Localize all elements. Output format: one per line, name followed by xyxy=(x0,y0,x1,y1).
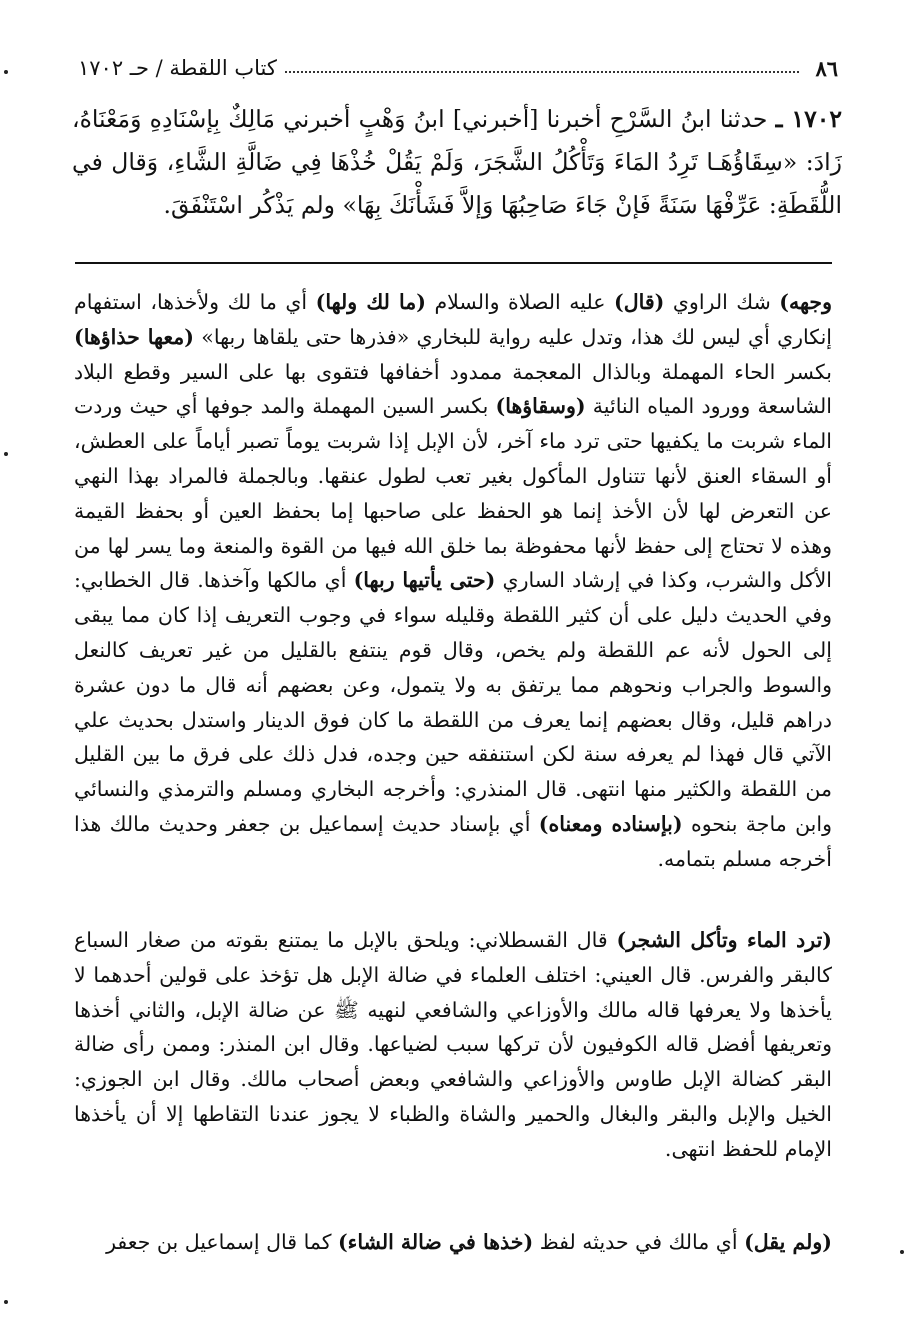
bold-quote-segment: (معها حذاؤها) xyxy=(74,324,194,349)
bold-quote-segment: (ترد الماء وتأكل الشجر) xyxy=(616,928,832,952)
page-number: ٨٦ xyxy=(815,55,838,81)
bold-quote-segment: (بإسناده ومعناه) xyxy=(538,811,683,836)
text-segment: أي بإسناد حديث إسماعيل بن جعفر وحديث مالك هذا أخرجه مسلم بتمامه. xyxy=(74,811,832,871)
running-header xyxy=(78,50,838,86)
bold-quote-segment: (حتى يأتيها ربها) xyxy=(353,568,496,593)
commentary-paragraph-1 xyxy=(74,285,832,877)
hadith-text-block xyxy=(72,98,842,227)
commentary-paragraph-2 xyxy=(74,923,832,1167)
text-segment: بكسر الحاء المهملة وبالذال المعجمة ممدود أخفافها فتقوى بها على السير وقطع البلاد الشاسعة وورود المياه النائية xyxy=(74,359,832,419)
text-segment: أي ما لك ولأخذها، استفهام إنكاري أي ليس لك هذا، وتدل عليه رواية للبخاري «فذرها حتى يلقاها ربها» xyxy=(74,290,832,349)
text-segment: كما قال إسماعيل بن جعفر xyxy=(106,1230,338,1254)
bold-quote-segment: (قال) xyxy=(614,290,665,314)
bold-quote-segment: (ولم يقل) xyxy=(744,1230,832,1254)
text-segment: أي مالك في حديثه لفظ xyxy=(533,1230,745,1254)
scan-speck xyxy=(4,1300,8,1304)
bold-quote-segment: (خذها في ضالة الشاء) xyxy=(337,1230,534,1254)
scan-speck xyxy=(900,1250,904,1254)
commentary-paragraph-3 xyxy=(74,1225,832,1260)
scan-speck xyxy=(4,70,8,74)
bold-quote-segment: (وسقاؤها) xyxy=(495,394,586,419)
running-title: كتاب اللقطة / حـ ١٧٠٢ xyxy=(78,56,277,80)
scan-speck xyxy=(4,452,8,456)
text-segment: عليه الصلاة والسلام xyxy=(425,290,615,314)
header-dot-leader xyxy=(285,71,800,73)
text-segment: أي مالكها وآخذها. قال الخطابي: وفي الحديث دليل على أن كثير اللقطة وقليله سواء في وجوب التعريف إذا كان مما يبقى إلى الحول لأنه عم اللقطة ولم يخص، وقال قوم ينتفع بالقليل من غير تعريف كالنعل والسوط والجراب ونحوهم مما يرتفق به ولا يتمول، وعن بعضهم أنه قال ما دون عشرة دراهم قليل، وقال بعضهم إنما يعرف من اللقطة ما كان فوق الدينار واستدل بحديث علي الآتي قال فهذا لم يعرفه سنة لكن استنفقه حين وجده، فدل ذلك على فرق ما بين القليل من اللقطة والكثير منها انتهى. قال المنذري: وأخرجه البخاري ومسلم والترمذي والنسائي وابن ماجة بنحوه xyxy=(74,568,832,836)
text-segment: قال القسطلاني: ويلحق بالإبل ما يمتنع بقوته من صغار السباع كالبقر والفرس. قال العيني: اختلف العلماء في ضالة الإبل هل تؤخذ على قولين أحدهما لا يأخذها ولا يعرفها قاله مالك والأوزاعي والشافعي لنهيه ﷺ عن ضالة الإبل، والثاني أخذها وتعريفها أفضل قاله الكوفيون لأن تركها سبب لضياعها. وقال ابن المنذر: وممن رأى ضالة البقر كضالة الإبل طاوس والأوزاعي والشافعي وبعض أصحاب مالك. وقال ابن الجوزي: الخيل والإبل والبقر والبغال والحمير والشاة والظباء لا يجوز عندنا التقاطها إلا أن يأخذها الإمام للحفظ انتهى. xyxy=(74,928,832,1161)
hadith-text: حدثنا ابنُ السَّرْحِ أخبرنا [أخبرني] ابنُ وَهْبٍ أخبرني مَالِكٌ بِإسْنَادِهِ وَمَعْنَاهُ، زَادَ: «سِقَاؤُهَـا تَرِدُ المَاءَ وَتَأْكُلُ الشَّجَرَ، وَلَمْ يَقُلْ خُذْهَا فِي ضَالَّةِ الشَّاءِ، وَقال في اللُّقَطَةِ: عَرِّفْهَا سَنَةً فَإنْ جَاءَ صَاحِبُهَا وَإلاَّ فَشَأْنَكَ بِهَا» ولم يَذْكُر اسْتَنْفَقَ. xyxy=(72,105,842,219)
text-segment: بكسر السين المهملة والمد جوفها أي حيث وردت الماء شربت ما يكفيها حتى ترد ماء آخر، لأن الإبل إذا شربت يوماً تصبر أياماً على العطش، أو السقاء العنق لأنها تتناول المأكول بغير تعب لطول عنقها. وبالجملة فالمراد بهذا النهي عن التعرض لها لأن الأخذ إنما هو الحفظ على صاحبها إما بحفظ العين أو بحفظ القيمة وهذه لا تحتاج إلى حفظ لأنها محفوظة بما خلق الله فيها من القوة والمنعة وما يسر لها من الأكل والشرب، وكذا في إرشاد الساري xyxy=(74,394,832,593)
text-segment: شك الراوي xyxy=(664,290,780,314)
bold-quote-segment: (ما لك ولها) xyxy=(315,290,426,314)
bold-quote-segment: وجهه) xyxy=(779,290,833,314)
separator-rule xyxy=(75,262,832,264)
hadith-number: ١٧٠٢ ـ xyxy=(775,105,842,133)
